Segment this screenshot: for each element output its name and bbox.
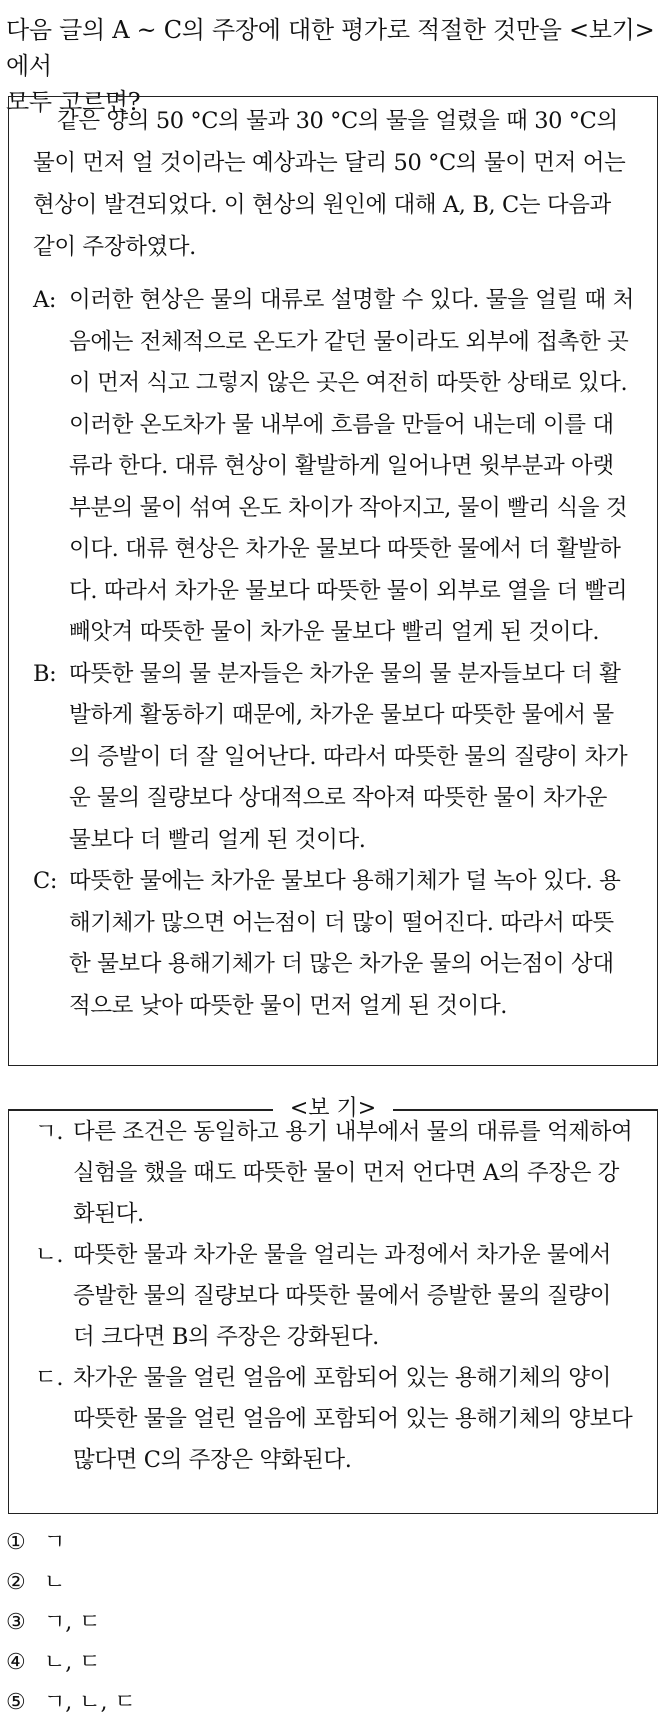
choice-text: ㄱ, ㄴ, ㄷ	[44, 1690, 136, 1715]
bogi-box	[8, 1109, 658, 1514]
claim-a	[33, 280, 635, 654]
claim-text: 이러한 현상은 물의 대류로 설명할 수 있다. 물을 얼릴 때 처음에는 전체적으로 온도가 같던 물이라도 외부에 접촉한 곳이 먼저 식고 그렇지 않은 곳은 여전히 따뜻한 상태로 있다. 이러한 온도차가 물 내부에 흐름을 만들어 내는데 이를 대류라 한다. 대류 현상이 활발하게 일어나면 윗부분과 아랫부분의 물이 섞여 온도 차이가 작아지고, 물이 빨리 식을 것이다. 대류 현상은 차가운 물보다 따뜻한 물에서 더 활발하다. 따라서 차가운 물보다 따뜻한 물이 외부로 열을 더 빨리 빼앗겨 따뜻한 물이 차가운 물보다 빨리 얼게 된 것이다.	[69, 287, 634, 645]
bogi-title: <보 기>	[289, 1096, 377, 1121]
claim-c	[33, 861, 635, 1027]
choice-text: ㄱ	[44, 1530, 66, 1555]
choice-1[interactable]	[6, 1523, 406, 1563]
choice-2[interactable]	[6, 1563, 406, 1603]
bogi-item-label: ㄱ.	[35, 1119, 64, 1145]
choice-text: ㄴ	[44, 1570, 66, 1595]
claim-label: B:	[33, 660, 57, 687]
bogi-item-digeut	[35, 1358, 635, 1481]
choice-3[interactable]	[6, 1603, 406, 1643]
claim-label: C:	[33, 868, 57, 894]
choice-number: ②	[6, 1570, 26, 1595]
choice-number: ③	[6, 1610, 26, 1635]
choice-number: ⑤	[6, 1690, 26, 1715]
claim-text: 따뜻한 물의 물 분자들은 차가운 물의 물 분자들보다 더 활발하게 활동하기 때문에, 차가운 물보다 따뜻한 물에서 물의 증발이 더 잘 일어난다. 따라서 따뜻한 물의 질량이 차가운 물의 질량보다 상대적으로 작아져 따뜻한 물이 차가운 물보다 더 빨리 얼게 된 것이다.	[69, 660, 628, 853]
passage-intro: 같은 양의 50 °C의 물과 30 °C의 물을 얼렸을 때 30 °C의 물이 먼저 얼 것이라는 예상과는 달리 50 °C의 물이 먼저 어는 현상이 발견되었다. 이 현상의 원인에 대해 A, B, C는 다음과 같이 주장하였다.	[33, 108, 626, 260]
question-line-1: 다음 글의 A ~ C의 주장에 대한 평가로 적절한 것만을 <보기>에서	[6, 16, 655, 80]
choice-number: ①	[6, 1530, 26, 1555]
question-line-2: 모두 고르면?	[6, 88, 141, 116]
choice-4[interactable]	[6, 1643, 406, 1683]
bogi-item-text: 따뜻한 물과 차가운 물을 얼리는 과정에서 차가운 물에서 증발한 물의 질량보다 따뜻한 물에서 증발한 물의 질량이 더 크다면 B의 주장은 강화된다.	[73, 1242, 611, 1350]
claim-b	[33, 654, 635, 862]
bogi-item-giyeok	[35, 1112, 635, 1235]
choice-number: ④	[6, 1650, 26, 1675]
passage-box	[8, 96, 658, 1066]
claim-label: A:	[33, 287, 57, 313]
bogi-item-label: ㄷ.	[35, 1365, 64, 1391]
bogi-item-text: 차가운 물을 얼린 얼음에 포함되어 있는 용해기체의 양이 따뜻한 물을 얼린 얼음에 포함되어 있는 용해기체의 양보다 많다면 C의 주장은 약화된다.	[73, 1365, 633, 1473]
answer-choices	[6, 1523, 406, 1723]
choice-text: ㄱ, ㄷ	[44, 1610, 101, 1635]
bogi-item-label: ㄴ.	[35, 1242, 64, 1268]
claim-text: 따뜻한 물에는 차가운 물보다 용해기체가 덜 녹아 있다. 용해기체가 많으면 어는점이 더 많이 떨어진다. 따라서 따뜻한 물보다 용해기체가 더 많은 차가운 물의 어는점이 상대적으로 낮아 따뜻한 물이 먼저 얼게 된 것이다.	[69, 868, 621, 1019]
choice-text: ㄴ, ㄷ	[44, 1650, 101, 1675]
bogi-item-text: 다른 조건은 동일하고 용기 내부에서 물의 대류를 억제하여 실험을 했을 때도 따뜻한 물이 먼저 언다면 A의 주장은 강화된다.	[73, 1119, 633, 1227]
bogi-item-nieun	[35, 1235, 635, 1358]
choice-5[interactable]	[6, 1683, 406, 1723]
